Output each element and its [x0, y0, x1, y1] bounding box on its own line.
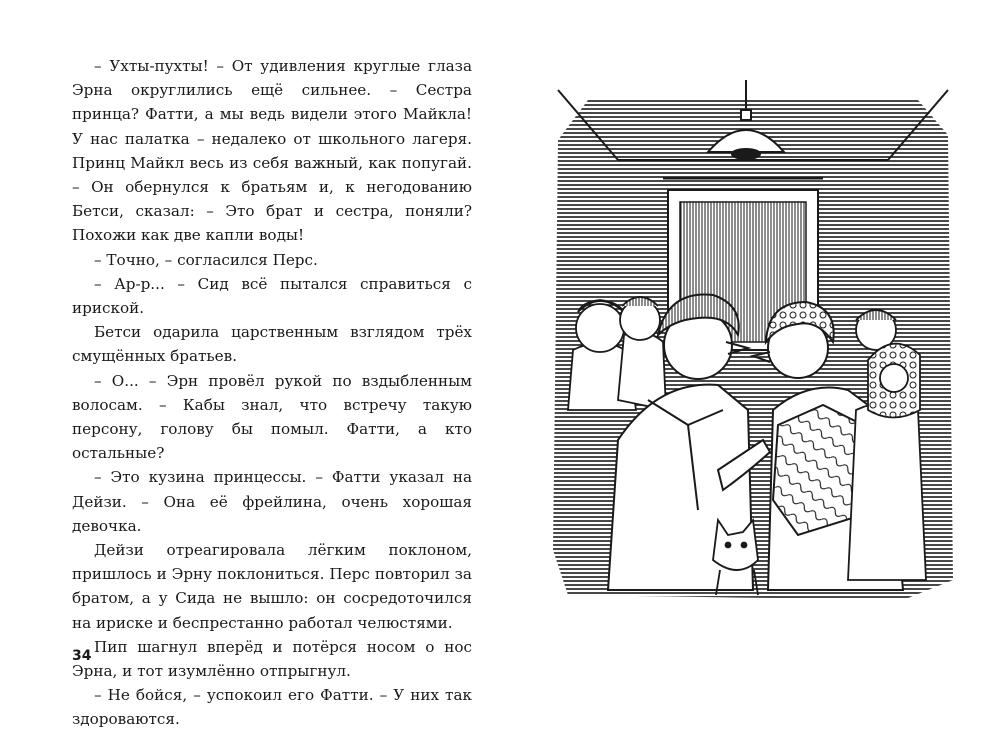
paragraph: – Точно, – согласился Перс.: [94, 250, 318, 269]
illustration-drawing: [548, 80, 958, 610]
paragraph: – Ар-р... – Сид всё пытался справиться с ириской.: [72, 274, 472, 318]
page-number: 34: [72, 648, 92, 664]
boys-group: [568, 297, 666, 410]
paragraph: – Ухты-пухты! – От удивления круглые глаза Эрна округлились ещё сильнее. – Сестра принца? Фатти, а мы ведь видели этого Майкла! У нас палатка – недалеко от школьного лагеря. Принц Майкл весь из себя важный, как попугай. – Он обернулся к братьям и, к негодованию Бетси, сказал: – Это брат и сестра, поняли? Похожи как две капли воды!: [72, 57, 472, 245]
paragraph: Пип шагнул вперёд и потёрся носом о нос Эрна, и тот изумлённо отпрыгнул.: [72, 637, 472, 681]
paragraph: Дейзи отреагировала лёгким поклоном, пришлось и Эрну поклониться. Перс повторил за братом, а у Сида не вышло: он сосредоточился на ириске и беспрестанно работал челюстями.: [72, 541, 472, 632]
paragraph: Бетси одарила царственным взглядом трёх смущённых братьев.: [72, 323, 472, 366]
illustration: [548, 80, 958, 610]
paragraph: – О... – Эрн провёл рукой по вздыбленным волосам. – Кабы знал, что встречу такую персону, голову бы помыл. Фатти, а кто остальные?: [72, 371, 472, 463]
text-column: [72, 54, 472, 732]
paragraph: – Не бойся, – успокоил его Фатти. – У них так здороваются.: [72, 686, 472, 729]
paragraph: – Это кузина принцессы. – Фатти указал на Дейзи. – Она её фрейлина, очень хорошая девочка.: [72, 468, 472, 535]
